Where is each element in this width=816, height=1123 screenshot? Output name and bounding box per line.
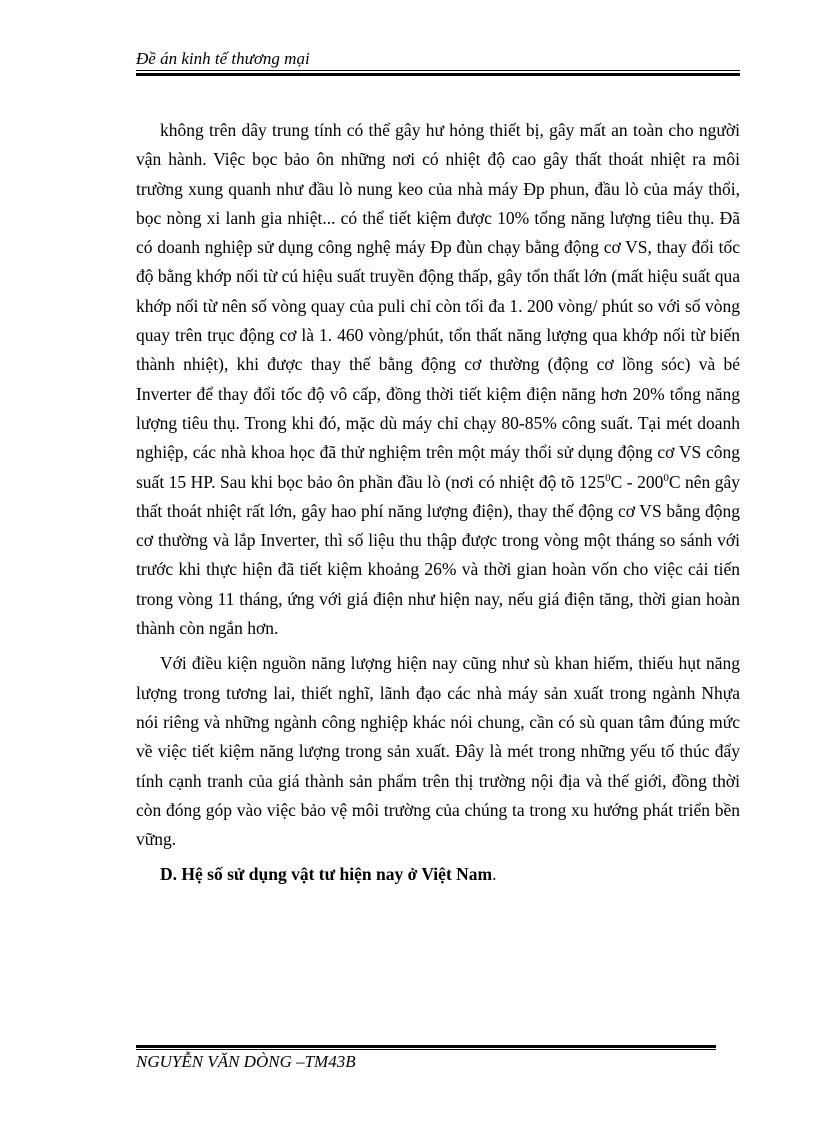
document-title: Đề án kinh tế thương mại (136, 49, 310, 68)
footer-rule-thick (136, 1045, 716, 1048)
paragraph-2: Với điều kiện nguồn năng lượng hiện nay cũng như sù khan hiếm, thiếu hụt năng lượng trong tương lai, thiết nghĩ, lãnh đạo các nhà máy sản xuất trong ngành Nhựa nói riêng và những ngành công nghiệp khác nói chung, cần có sù quan tâm đúng mức về việc tiết kiệm năng lượng trong sản xuất. Đây là mét trong những yếu tố thúc đẩy tính cạnh tranh của giá thành sản phẩm trên thị trường nội địa và thế giới, đồng thời còn đóng góp vào việc bảo vệ môi trường của chúng ta trong xu hướng phát triển bền vững. (136, 653, 740, 850)
footer-rule-thin (136, 1049, 716, 1050)
header-rule-thin (136, 70, 740, 71)
section-heading-text: D. Hệ số sử dụng vật tư hiện nay ở Việt Nam (160, 864, 493, 885)
paragraph-1-part-c: C nên gây thất thoát nhiệt rất lớn, gây hao phí năng lượng điện), thay thế động cơ VS bằng động cơ thường và lắp Inverter, thì số liệu thu thập được trong vòng một tháng so sánh với trước khi thực hiện đã tiết kiệm khoảng 26% và thời gian hoàn vốn cho việc cải tiến trong vòng 11 tháng, ứng với giá điện như hiện nay, nếu giá điện tăng, thời gian hoàn thành còn ngắn hơn. (136, 471, 741, 639)
degree-superscript-2: 0 (663, 471, 669, 484)
paragraph-1-part-a: không trên dây trung tính có thể gây hư hỏng thiết bị, gây mất an toàn cho người vận hành. Việc bọc bảo ôn những nơi có nhiệt độ cao gây thất thoát nhiệt ra môi trường xung quanh như đầu lò nung keo của nhà máy Đp phun, đầu lò của máy thổi, bọc nòng xi lanh gia nhiệt... có thể tiết kiệm được 10% tổng năng lượng tiêu thụ. Đã có doanh nghiệp sử dụng công nghệ máy Đp đùn chạy bằng động cơ VS, thay đổi tốc độ bằng khớp nối từ cú hiệu suất truyền động thấp, gây tổn thất lớn (mất hiệu suất qua khớp nối từ nên số vòng quay của puli chỉ còn tối đa 1. 200 vòng/ phút so với số vòng quay trên trục động cơ là 1. 460 vòng/phút, tổn thất năng lượng qua khớp nối từ biến thành nhiệt), khi được thay thế bằng động cơ thường (động cơ lồng sóc) và bé Inverter để thay đổi tốc độ vô cấp, đồng thời tiết kiệm điện năng hơn 20% tổng năng lượng tiêu thụ. Trong khi đó, mặc dù máy chỉ chạy 80-85% công suất. Tại mét doanh nghiệp, các nhà khoa học đã thử nghiệm trên một máy thổi sử dụng động cơ VS công suất 15 HP. Sau khi bọc bảo ôn phần đầu lò (nơi có nhiệt độ tõ 125 (136, 120, 740, 492)
paragraph-1-part-b: C - 200 (610, 471, 664, 492)
section-heading-period: . (492, 864, 497, 885)
author-name: NGUYỄN VĂN DÒNG –TM43B (136, 1052, 356, 1071)
body-content (136, 116, 740, 895)
paragraph-1 (136, 116, 740, 643)
section-heading (136, 860, 740, 889)
header-rule-thick (136, 73, 740, 76)
degree-superscript-1: 0 (605, 471, 611, 484)
